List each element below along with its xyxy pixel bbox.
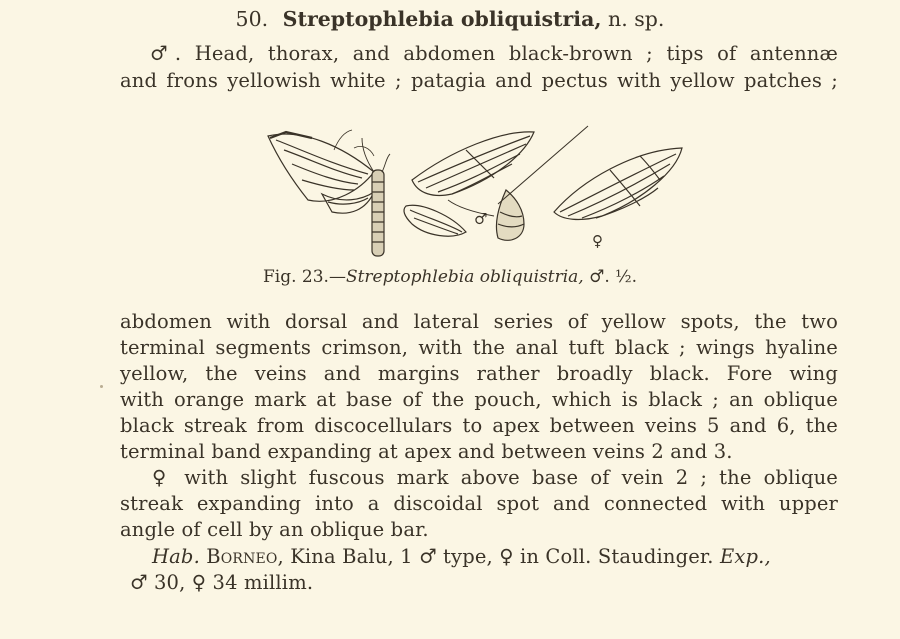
male-moth-dorsal-drawing <box>268 130 390 256</box>
expanse-label: Exp., <box>719 545 771 568</box>
body-line-6: terminal band expanding at apex and between veins 2 and 3. <box>120 440 733 463</box>
male-wings-drawing <box>404 126 588 240</box>
body-line-1: abdomen with dorsal and lateral series of yellow spots, the two <box>120 310 838 333</box>
male-description-line-2: and frons yellowish white ; patagia and pectus with yellow patches ; <box>120 69 838 92</box>
figure-caption <box>0 266 900 288</box>
body-line-4: with orange mark at base of the pouch, which is black ; an oblique <box>120 388 838 411</box>
species-heading <box>0 6 900 32</box>
figure-female-sign: ♀ <box>592 232 603 250</box>
body-line-3: yellow, the veins and margins rather broadly black. Fore wing <box>120 362 838 385</box>
body-line-2: terminal segments crimson, with the anal tuft black ; wings hyaline <box>120 336 838 359</box>
female-wing-drawing <box>554 148 682 219</box>
female-description-line-3: angle of cell by an oblique bar. <box>120 518 429 541</box>
male-description-line-1: ♂. Head, thorax, and abdomen black-brown ; tips of antennæ <box>150 42 838 65</box>
paper-speck <box>100 385 103 388</box>
habitat-details: Kina Balu, 1 ♂ type, ♀ in Coll. Staudinger. <box>290 545 714 568</box>
caption-suffix: ♂. ½. <box>589 267 638 287</box>
moth-illustration <box>262 120 692 260</box>
species-name: Streptophlebia obliquistria, <box>282 7 602 31</box>
female-description-line-1: ♀ with slight fuscous mark above base of vein 2 ; the oblique <box>152 466 838 489</box>
species-number: 50. <box>235 7 269 31</box>
habitat-locality: Borneo, <box>206 545 284 568</box>
female-description-line-2: streak expanding into a discoidal spot and connected with upper <box>120 492 838 515</box>
habitat-label: Hab. <box>152 545 200 568</box>
habitat-line-1 <box>152 546 771 568</box>
caption-species: Streptophlebia obliquistria, <box>345 267 584 287</box>
caption-prefix: Fig. 23.— <box>262 267 346 287</box>
body-line-5: black streak from discocellulars to apex between veins 5 and 6, the <box>120 414 838 437</box>
habitat-line-2: ♂ 30, ♀ 34 millim. <box>130 571 314 594</box>
species-new-marker: n. sp. <box>608 7 665 31</box>
figure-male-sign: ♂ <box>474 210 488 228</box>
